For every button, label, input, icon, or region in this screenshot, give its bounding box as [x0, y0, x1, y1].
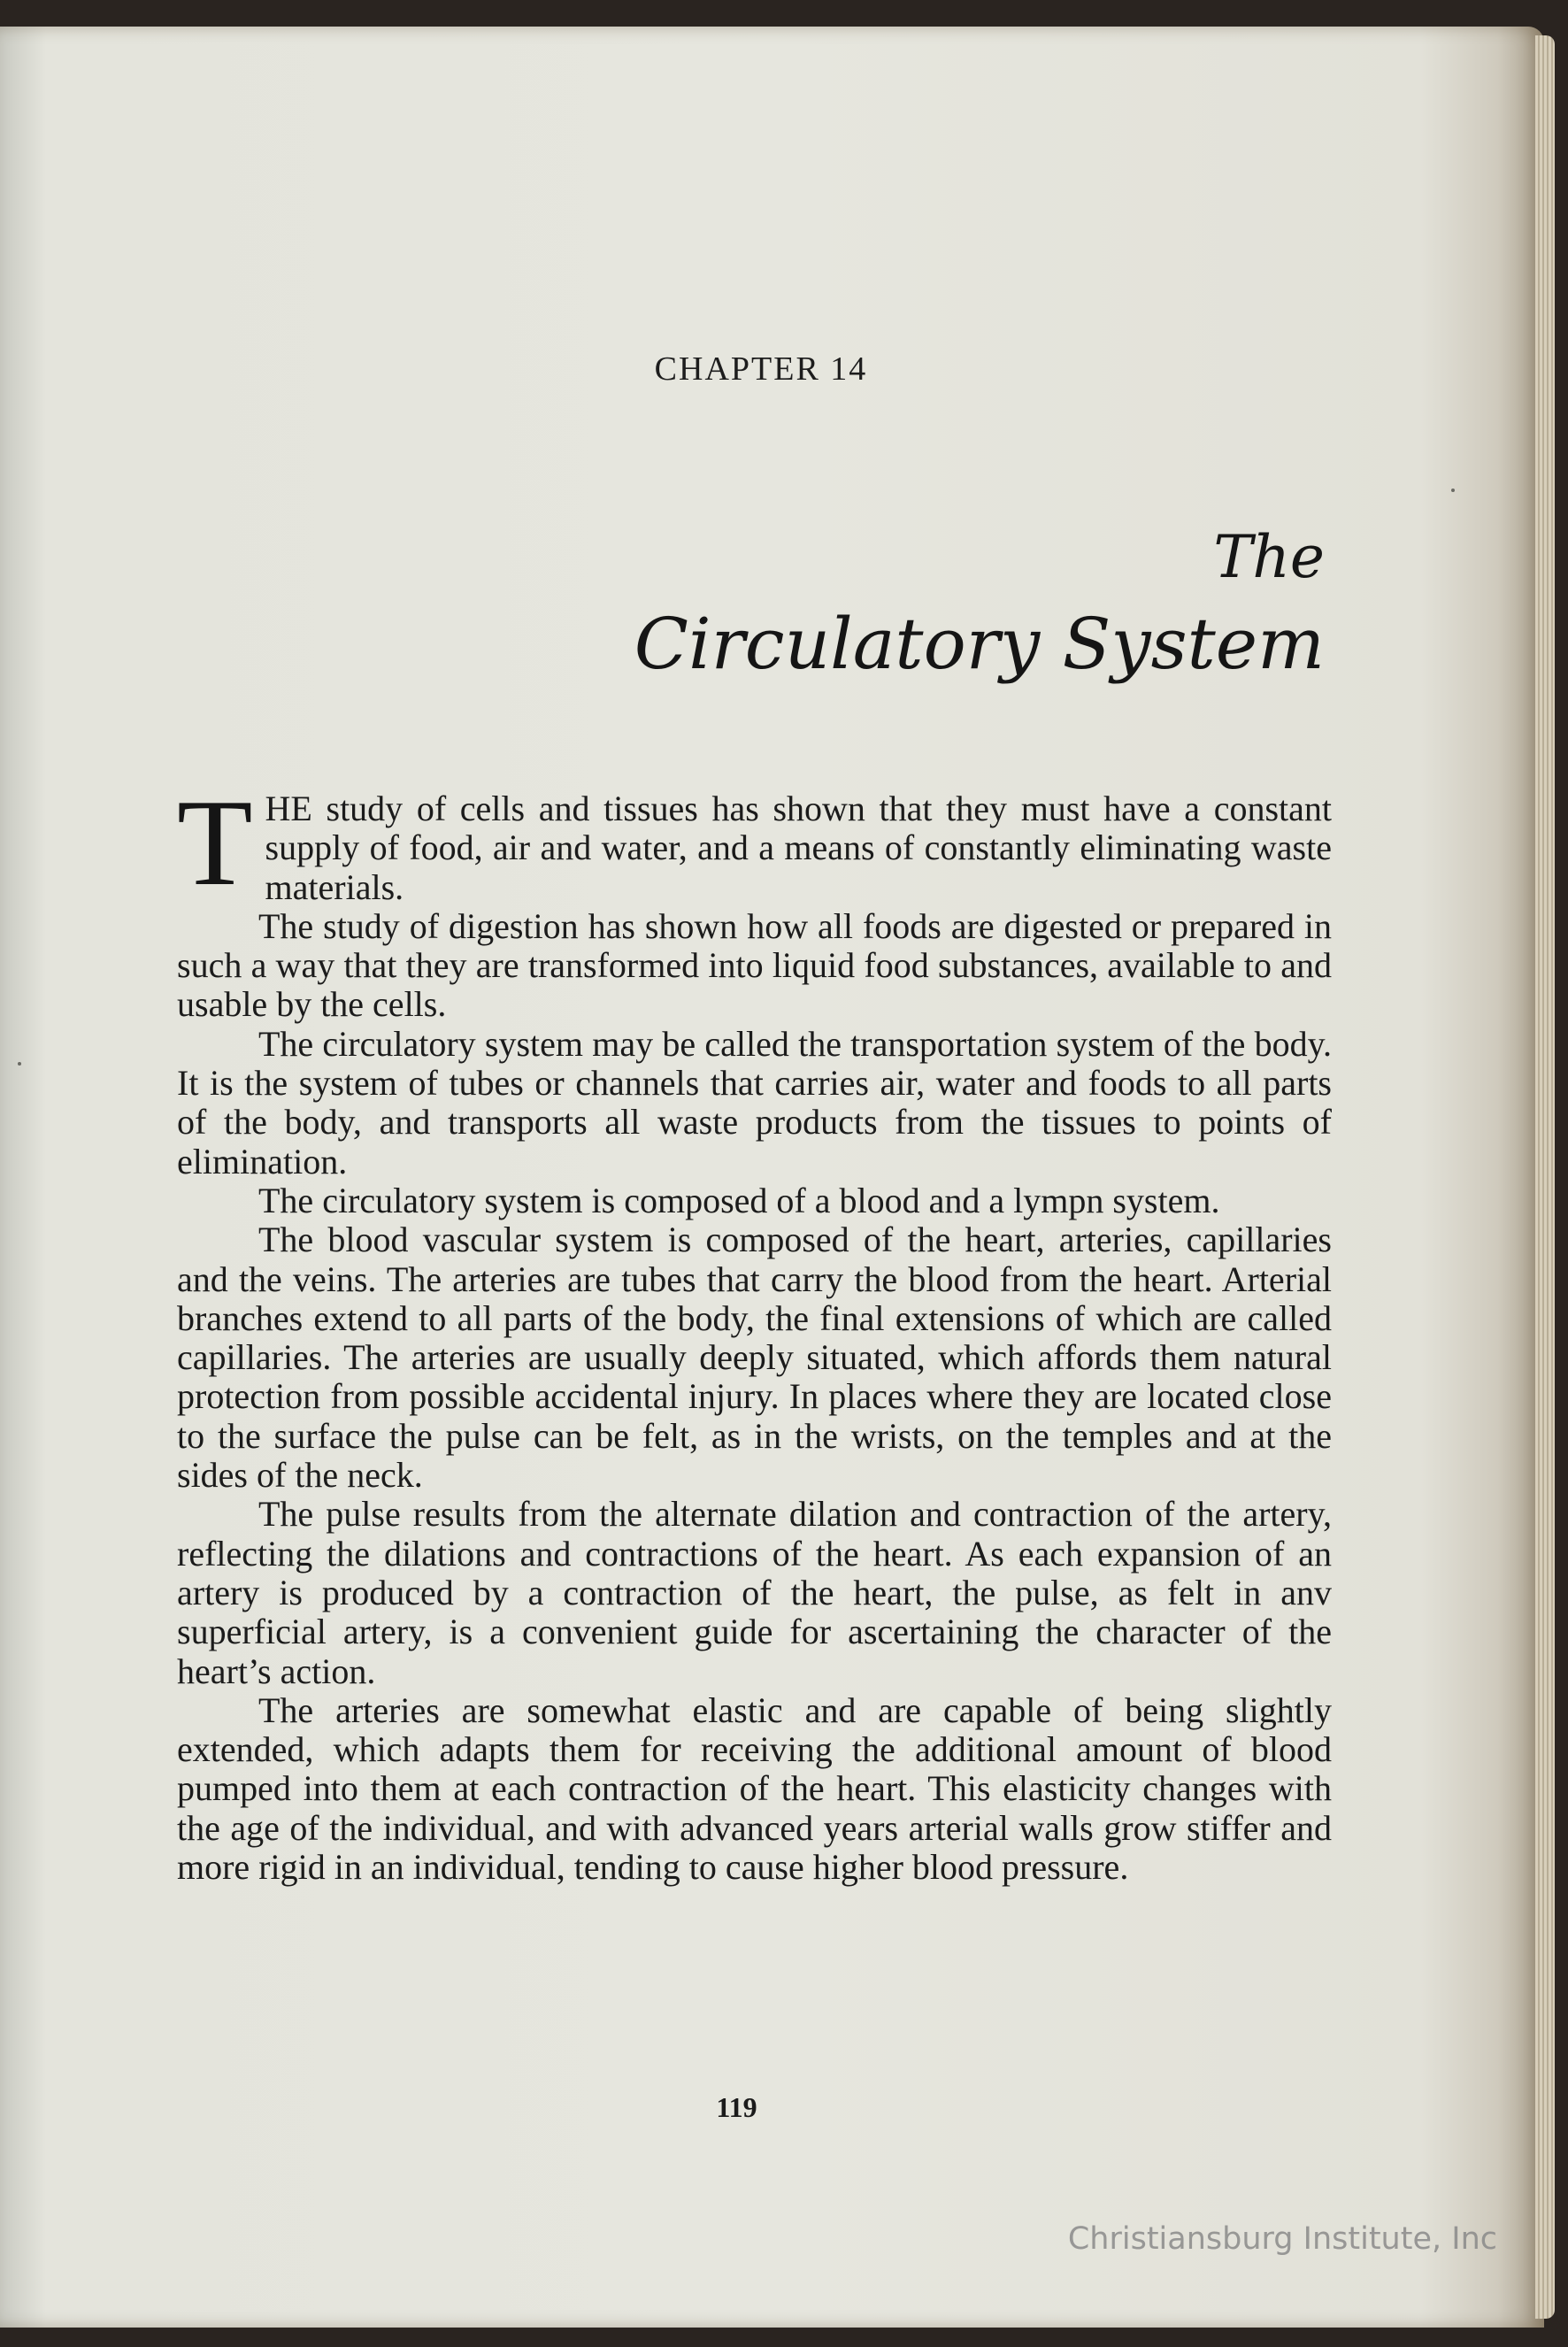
paragraph-4: The circulatory system is composed of a blood and a lympn system.	[258, 1180, 1220, 1220]
drop-cap: T	[177, 774, 253, 912]
page-number: 119	[716, 2091, 757, 2123]
title-line-2: Circulatory System	[634, 603, 1325, 685]
watermark: Christiansburg Institute, Inc	[1067, 2221, 1497, 2257]
paragraph-1	[177, 774, 1332, 912]
paragraph-6: The pulse results from the alternate dilation and contraction of the artery, reflecting the dilations and contractions of the heart. As each expansion of an artery is produced by a contraction of the heart, the pulse, as felt in anv superficial artery, is a convenient guide for ascertaining the character of the heart’s action.	[177, 1494, 1332, 1691]
body-text	[177, 774, 1332, 1888]
chapter-label: CHAPTER 14	[654, 350, 868, 388]
title-line-1: The	[1213, 523, 1325, 591]
paragraph-3: The circulatory system may be called the transportation system of the body. It is the system of tubes or channels that carries air, water and foods to all parts of the body, and transports all waste products from the tissues to points of elimination.	[177, 1023, 1332, 1181]
paragraph-5: The blood vascular system is composed of the heart, arteries, capillaries and the veins. The arteries are tubes that carry the blood from the heart. Arterial branches extend to all parts of the body, the final extensions of which are called capillaries. The arteries are usually deeply situated, which affords them natural protection from possible accidental injury. In places where they are located close to the surface the pulse can be felt, as in the wrists, on the temples and at the sides of the neck.	[177, 1220, 1332, 1496]
chapter-title	[634, 522, 1325, 695]
paragraph-2: The study of digestion has shown how all foods are digested or prepared in such a way that they are transformed into liquid food substances, available to and usable by the cells.	[177, 905, 1332, 1025]
paper-speck	[1451, 489, 1455, 492]
paragraph-7: The arteries are somewhat elastic and are capable of being slightly extended, which adapts them for receiving the additional amount of blood pumped into them at each contraction of the heart. This elasticity changes with the age of the individual, and with advanced years arterial walls grow stiffer and more rigid in an individual, tending to cause higher blood pressure.	[177, 1689, 1332, 1888]
paragraph-1-text: HE study of cells and tissues has shown that they must have a constant supply of food, air and water, and a means of constantly eliminating waste materials.	[265, 789, 1332, 907]
page-edge	[1535, 35, 1555, 2319]
paper-speck	[18, 1062, 21, 1066]
